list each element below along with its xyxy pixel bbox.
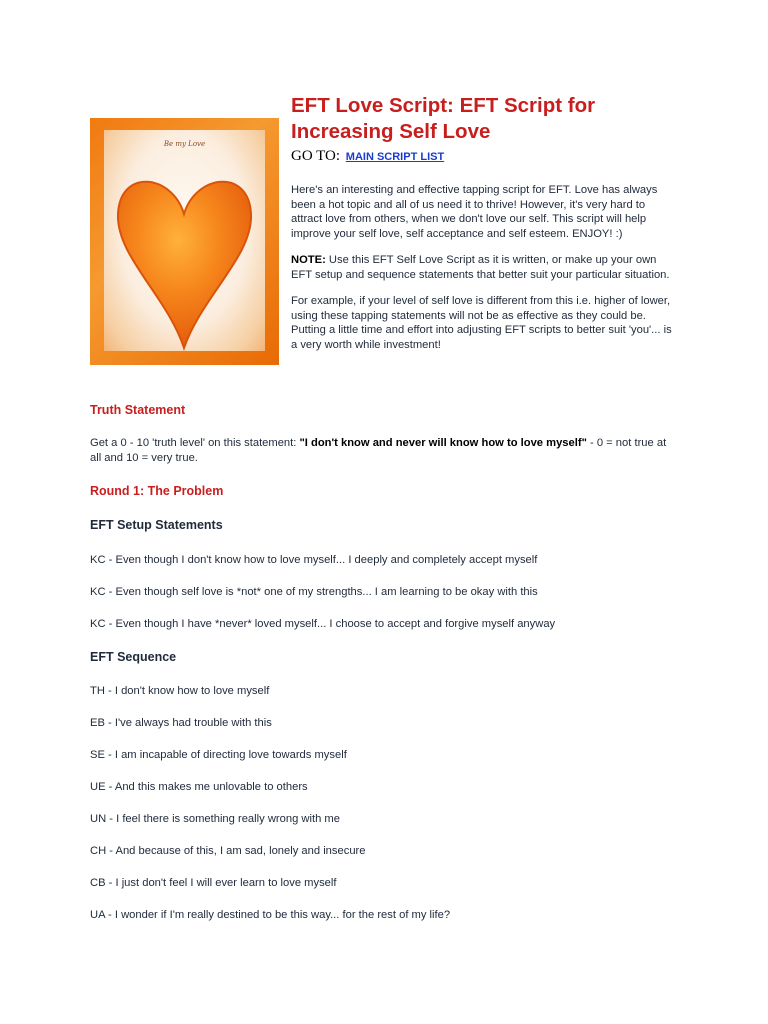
sequence-item-ch: CH - And because of this, I am sad, lonely and insecure [90,845,366,857]
note-label: NOTE: [291,254,326,266]
sequence-item-th: TH - I don't know how to love myself [90,685,270,697]
intro-paragraph: Here's an interesting and effective tapping script for EFT. Love has always been a hot topic and all of us need it to thrive! However, it's very hard to attract love from others, when we don't love our self. This script will help improve your self love, self acceptance and self esteem. ENJOY! :) [291,184,658,240]
sequence-item-ue: UE - And this makes me unlovable to others [90,781,308,793]
main-script-list-link[interactable]: MAIN SCRIPT LIST [345,151,445,163]
note-text: Use this EFT Self Love Script as it is written, or make up your own EFT setup and sequence statements that better suit your particular situation. [291,254,670,281]
sequence-item-ua: UA - I wonder if I'm really destined to be this way... for the rest of my life? [90,909,451,921]
truth-quote: "I don't know and never will know how to love myself" [299,437,587,449]
sequence-item-se: SE - I am incapable of directing love towards myself [90,749,347,761]
setup-statements-heading: EFT Setup Statements [90,518,223,532]
sequence-item-eb: EB - I've always had trouble with this [90,717,272,729]
setup-item-1: KC - Even though I don't know how to love myself... I deeply and completely accept myself [90,554,538,566]
truth-statement-text [90,436,680,465]
heart-icon [112,156,257,351]
truth-statement-heading: Truth Statement [90,403,186,417]
truth-text-after: - 0 = not true at all and 10 = very true. [90,437,667,464]
setup-item-3: KC - Even though I have *never* loved myself... I choose to accept and forgive myself anyway [90,618,556,630]
painting-canvas [104,130,265,351]
goto-row [291,148,444,165]
example-paragraph: For example, if your level of self love is different from this i.e. higher of lower, using these tapping statements will not be as effective as they could be. Putting a little time and effort into adjusting EFT scripts to better suit 'you'... is a very worth while investment! [291,295,672,351]
note-paragraph [291,253,676,282]
sequence-item-cb: CB - I just don't feel I will ever learn to love myself [90,877,337,889]
truth-text-before: Get a 0 - 10 'truth level' on this statement: [90,437,300,449]
round-1-heading: Round 1: The Problem [90,484,224,498]
sequence-heading: EFT Sequence [90,650,177,664]
intro-section [291,183,676,364]
heart-painting-image [90,118,279,365]
goto-label: GO TO: [291,148,341,164]
painting-caption: Be my Love [163,140,206,148]
setup-item-2: KC - Even though self love is *not* one of my strengths... I am learning to be okay with this [90,586,538,598]
page-title: EFT Love Script: EFT Script for Increasing Self Love [291,94,596,143]
sequence-item-un: UN - I feel there is something really wrong with me [90,813,340,825]
